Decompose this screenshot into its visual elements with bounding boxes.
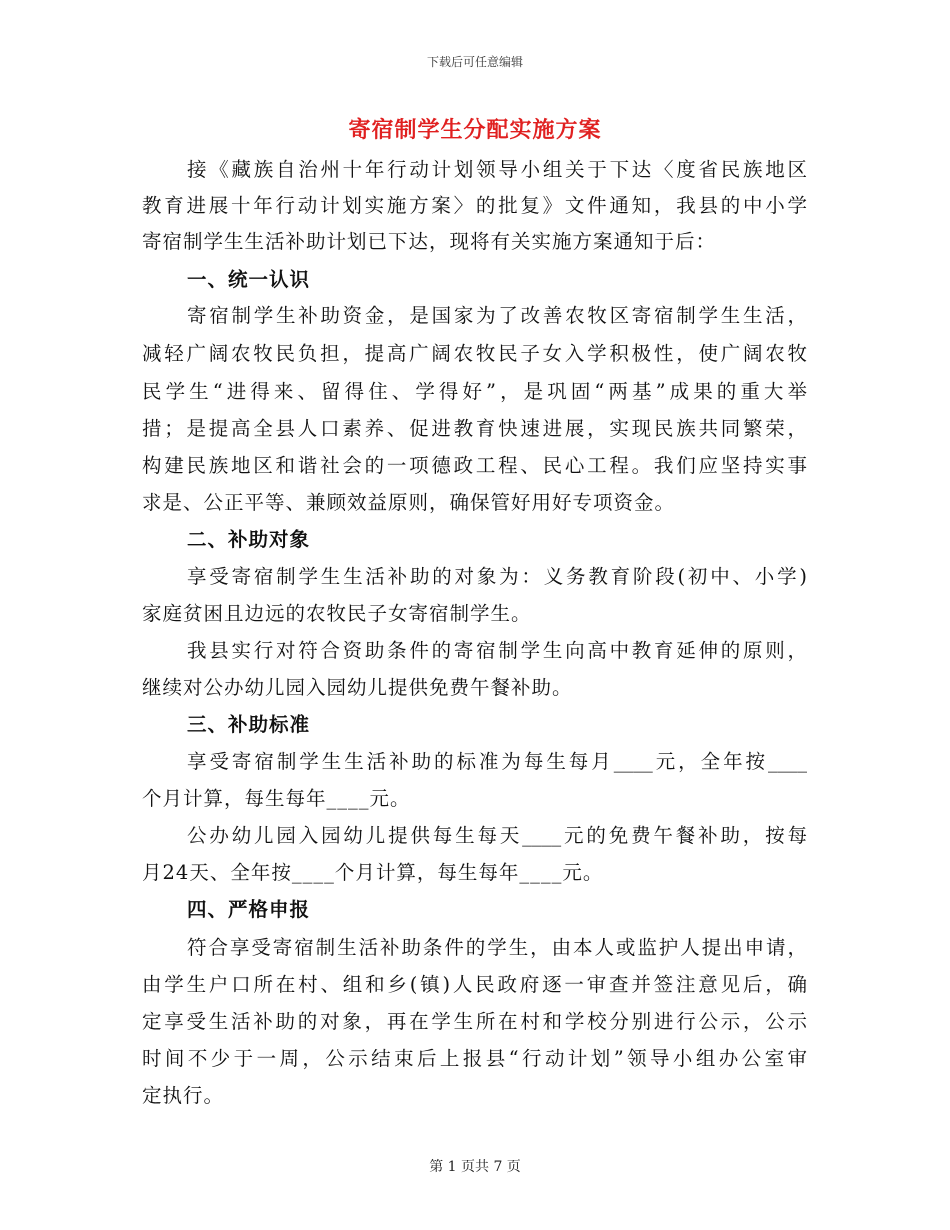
section-heading-4: 四、严格申报 xyxy=(187,898,311,921)
body-line: 个月计算，每生每年____元。 xyxy=(142,787,411,810)
body-line: 继续对公办幼儿园入园幼儿提供免费午餐补助。 xyxy=(142,676,573,699)
body-line: 构建民族地区和谐社会的一项德政工程、民心工程。我们应坚持实事 xyxy=(142,454,807,477)
body-line: 时间不少于一周，公示结束后上报县“行动计划”领导小组办公室审 xyxy=(142,1047,807,1070)
body-line: 月24天、全年按____个月计算，每生每年____元。 xyxy=(142,861,604,884)
document-title: 寄宿制学生分配实施方案 xyxy=(348,117,602,143)
body-line: 接《藏族自治州十年行动计划领导小组关于下达〈度省民族地区 xyxy=(187,158,807,181)
page-header: 下载后可任意编辑 xyxy=(426,55,523,69)
body-line: 定享受生活补助的对象，再在学生所在村和学校分别进行公示，公示 xyxy=(142,1010,807,1033)
section-heading-2: 二、补助对象 xyxy=(187,528,311,551)
body-line: 家庭贫困且边远的农牧民子女寄宿制学生。 xyxy=(142,602,532,625)
body-line: 求是、公正平等、兼顾效益原则，确保管好用好专项资金。 xyxy=(142,491,676,514)
body-line: 减轻广阔农牧民负担，提高广阔农牧民子女入学积极性，使广阔农牧 xyxy=(142,342,807,365)
body-line: 寄宿制学生补助资金，是国家为了改善农牧区寄宿制学生生活， xyxy=(187,304,807,327)
body-line: 定执行。 xyxy=(142,1084,225,1107)
body-line: 教育进展十年行动计划实施方案〉的批复》文件通知，我县的中小学 xyxy=(142,194,807,217)
body-line: 民学生“进得来、留得住、学得好”，是巩固“两基”成果的重大举 xyxy=(142,380,807,403)
body-line: 享受寄宿制学生生活补助的对象为：义务教育阶段(初中、小学) xyxy=(187,565,807,588)
section-heading-1: 一、统一认识 xyxy=(187,268,311,291)
body-line: 由学生户口所在村、组和乡(镇)人民政府逐一审查并签注意见后，确 xyxy=(142,973,807,996)
page-footer: 第 1 页共 7 页 xyxy=(429,1159,521,1175)
body-line: 寄宿制学生生活补助计划已下达，现将有关实施方案通知于后： xyxy=(142,230,717,253)
body-line: 公办幼儿园入园幼儿提供每生每天____元的免费午餐补助，按每 xyxy=(187,824,807,847)
body-line: 我县实行对符合资助条件的寄宿制学生向高中教育延伸的原则， xyxy=(187,639,807,662)
body-line: 措；是提高全县人口素养、促进教育快速进展，实现民族共同繁荣， xyxy=(142,417,807,440)
body-line: 享受寄宿制学生生活补助的标准为每生每月____元，全年按____ xyxy=(187,750,807,773)
body-line: 符合享受寄宿制生活补助条件的学生，由本人或监护人提出申请， xyxy=(187,936,807,959)
section-heading-3: 三、补助标准 xyxy=(187,713,311,736)
